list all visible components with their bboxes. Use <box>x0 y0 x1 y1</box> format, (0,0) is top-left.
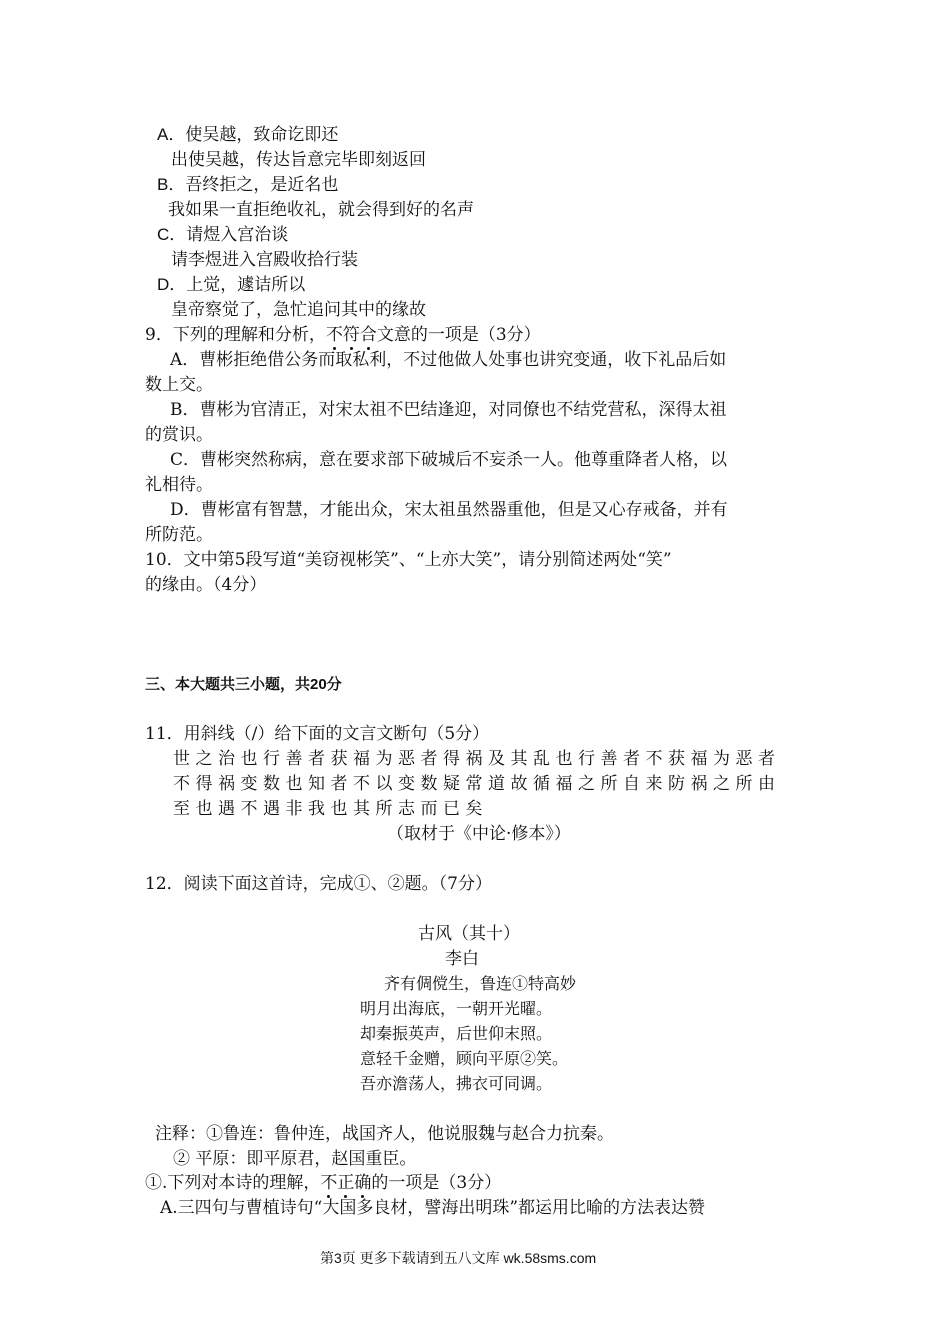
q12-emphasis: 不正确 <box>320 1173 372 1193</box>
section-heading: 三、本大题共三小题，共20分 <box>145 676 342 693</box>
q9-emphasis: 不符合 <box>325 325 377 345</box>
q9-option-c-cont: 礼相待。 <box>145 475 213 495</box>
q9-option-d-cont: 所防范。 <box>145 525 213 545</box>
poem-author: 李白 <box>445 949 479 969</box>
q9-option-c: C．曹彬突然称病，意在要求部下破城后不妄杀一人。他尊重降者人格，以 <box>170 450 728 470</box>
poem-note-2: ② 平原：即平原君，赵国重臣。 <box>173 1149 417 1169</box>
q9-option-b-cont: 的赏识。 <box>145 425 213 445</box>
poem-line-4: 意轻千金赠，顾向平原②笑。 <box>360 1049 569 1068</box>
q8-option-a-gloss: 出使吴越，传达旨意完毕即刻返回 <box>171 150 426 170</box>
q9-option-a: A．曹彬拒绝借公务而取私利，不过他做人处事也讲究变通，收下礼品后如 <box>170 350 727 370</box>
q9-option-d: D．曹彬富有智慧，才能出众，宋太祖虽然器重他，但是又心存戒备，并有 <box>170 500 728 520</box>
q11-text-line-2: 不得祸变数也知者不以变数疑常道故循福之所自来防祸之所由 <box>173 774 781 794</box>
q9-option-b: B．曹彬为官清正，对宋太祖不巴结逢迎，对同僚也不结党营私，深得太祖 <box>170 400 727 420</box>
q8-option-b-gloss: 我如果一直拒绝收礼，就会得到好的名声 <box>168 200 474 220</box>
q12-sub1-option-a: A.三四句与曹植诗句“大国多良材，譬海出明珠”都运用比喻的方法表达赞 <box>160 1198 706 1218</box>
q8-option-c: C．请煜入宫治谈 <box>157 225 289 244</box>
q11-text-line-3: 至也遇不遇非我也其所志而已矣 <box>173 799 488 819</box>
poem-line-1: 齐有倜傥生，鲁连①特高妙 <box>384 974 577 993</box>
poem-title: 古风（其十） <box>418 924 520 944</box>
q11-stem: 11．用斜线（/）给下面的文言文断句（5分） <box>145 724 490 744</box>
q8-option-d-gloss: 皇帝察觉了，急忙追问其中的缘故 <box>171 300 426 320</box>
q12-stem: 12．阅读下面这首诗，完成①、②题。（7分） <box>145 874 492 894</box>
q11-source: （取材于《中论·修本》） <box>387 824 571 844</box>
page-footer: 第3页 更多下载请到五八文库 wk.58sms.com <box>320 1250 597 1266</box>
q8-option-a: A．使吴越，致命讫即还 <box>157 125 339 144</box>
q10-stem-cont: 的缘由。（4分） <box>145 575 267 595</box>
poem-note-1: 注释：①鲁连：鲁仲连，战国齐人，他说服魏与赵合力抗秦。 <box>155 1124 614 1144</box>
q9-option-a-cont: 数上交。 <box>145 375 213 395</box>
q8-option-c-gloss: 请李煜进入宫殿收拾行装 <box>171 250 358 270</box>
poem-line-2: 明月出海底，一朝开光曜。 <box>360 999 553 1018</box>
poem-line-3: 却秦振英声，后世仰末照。 <box>360 1024 553 1043</box>
q8-option-d: D．上觉，遽诘所以 <box>157 275 306 294</box>
q10-stem: 10．文中第5段写道“美窃视彬笑”、“上亦大笑”，请分别简述两处“笑” <box>145 550 672 570</box>
poem-line-5: 吾亦澹荡人，拂衣可同调。 <box>360 1074 553 1093</box>
q11-text-line-1: 世之治也行善者获福为恶者得祸及其乱也行善者不获福为恶者 <box>173 749 781 769</box>
q12-sub1-stem: ①.下列对本诗的理解，不正确的一项是（3分） <box>145 1173 502 1193</box>
q9-stem: 9．下列的理解和分析，不符合文意的一项是（3分） <box>145 325 541 345</box>
q8-option-b: B．吾终拒之，是近名也 <box>157 175 339 194</box>
